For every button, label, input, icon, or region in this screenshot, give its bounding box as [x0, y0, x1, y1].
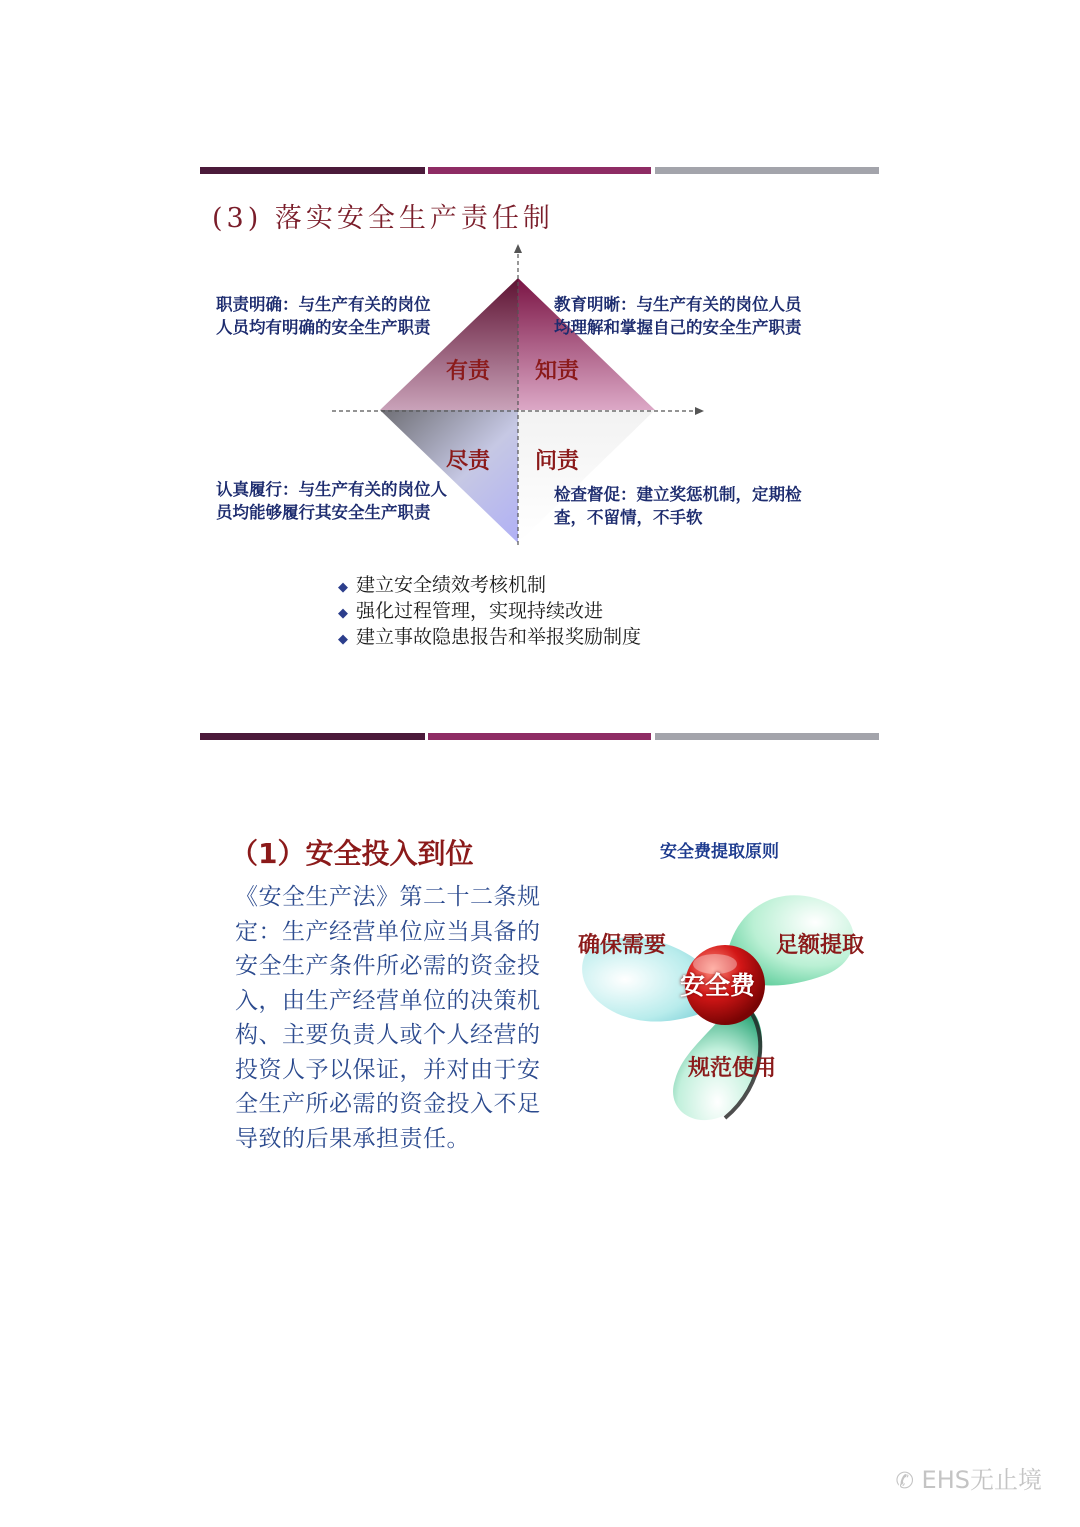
desc-line: 均理解和掌握自己的安全生产职责 [554, 318, 802, 337]
divider-bar-dark [200, 733, 425, 740]
list-item [338, 572, 641, 598]
safety-fee-pinwheel [575, 880, 895, 1130]
law-text-line: 定：生产经营单位应当具备的 [235, 918, 541, 945]
law-text-line: 《安全生产法》第二十二条规 [235, 884, 541, 910]
principle-center: 安全费 [680, 971, 756, 1000]
law-text-line: 构、主要负责人或个人经营的 [235, 1022, 541, 1048]
desc-line: 职责明确：与生产有关的岗位 [216, 295, 431, 314]
watermark [895, 1460, 1042, 1495]
law-text-line: 安全生产条件所必需的资金投 [235, 953, 541, 979]
divider-bar-mid [428, 167, 651, 174]
desc-bottom-left [216, 478, 447, 524]
law-text-line: 全生产所必需的资金投入不足 [235, 1091, 541, 1117]
quadrant-label-top-left: 有责 [446, 359, 491, 384]
wechat-icon: ✆ [895, 1469, 914, 1494]
section2-title: （1）安全投入到位 [230, 837, 474, 870]
desc-line: 教育明晰：与生产有关的岗位人员 [554, 295, 802, 314]
principle-right: 足额提取 [776, 933, 865, 958]
divider-bar-dark [200, 167, 425, 174]
desc-line: 员均能够履行其安全生产职责 [216, 503, 431, 522]
section1-title: (3) 落实安全生产责任制 [212, 203, 554, 234]
divider-bar-mid [428, 733, 651, 740]
bullet-text: 建立安全绩效考核机制 [356, 574, 547, 596]
desc-line: 查，不留情，不手软 [554, 508, 703, 527]
desc-line: 认真履行：与生产有关的岗位人 [216, 480, 447, 499]
principle-left: 确保需要 [578, 933, 667, 958]
law-text-line: 导致的后果承担责任。 [235, 1125, 470, 1152]
vertical-axis-arrow [514, 244, 522, 253]
divider-bar-grey [655, 733, 879, 740]
law-text-line: 入，由生产经营单位的决策机 [235, 987, 541, 1014]
bullet-diamond-icon: ◆ [338, 580, 348, 595]
desc-line: 检查督促：建立奖惩机制，定期检 [554, 485, 802, 504]
quadrant-label-top-right: 知责 [535, 359, 580, 384]
divider-bar-grey [655, 167, 879, 174]
bullet-diamond-icon: ◆ [338, 606, 348, 621]
watermark-text: EHS无止境 [921, 1466, 1042, 1494]
bullet-text: 建立事故隐患报告和举报奖励制度 [356, 626, 642, 648]
diagram-title: 安全费提取原则 [660, 842, 779, 862]
law-text-line: 投资人予以保证，并对由于安 [235, 1056, 541, 1083]
bullet-text: 强化过程管理，实现持续改进 [356, 600, 604, 622]
bullet-diamond-icon: ◆ [338, 632, 348, 647]
desc-top-left [216, 293, 431, 339]
desc-top-right [554, 293, 802, 339]
law-text [235, 880, 570, 1156]
principle-bottom: 规范使用 [688, 1056, 777, 1081]
quadrant-label-bottom-left: 尽责 [446, 449, 491, 474]
bullet-list [338, 572, 641, 650]
horizontal-axis-arrow [695, 407, 704, 415]
desc-line: 人员均有明确的安全生产职责 [216, 318, 431, 337]
desc-bottom-right [554, 483, 802, 529]
quadrant-label-bottom-right: 问责 [535, 449, 580, 474]
list-item [338, 624, 641, 650]
list-item [338, 598, 641, 624]
